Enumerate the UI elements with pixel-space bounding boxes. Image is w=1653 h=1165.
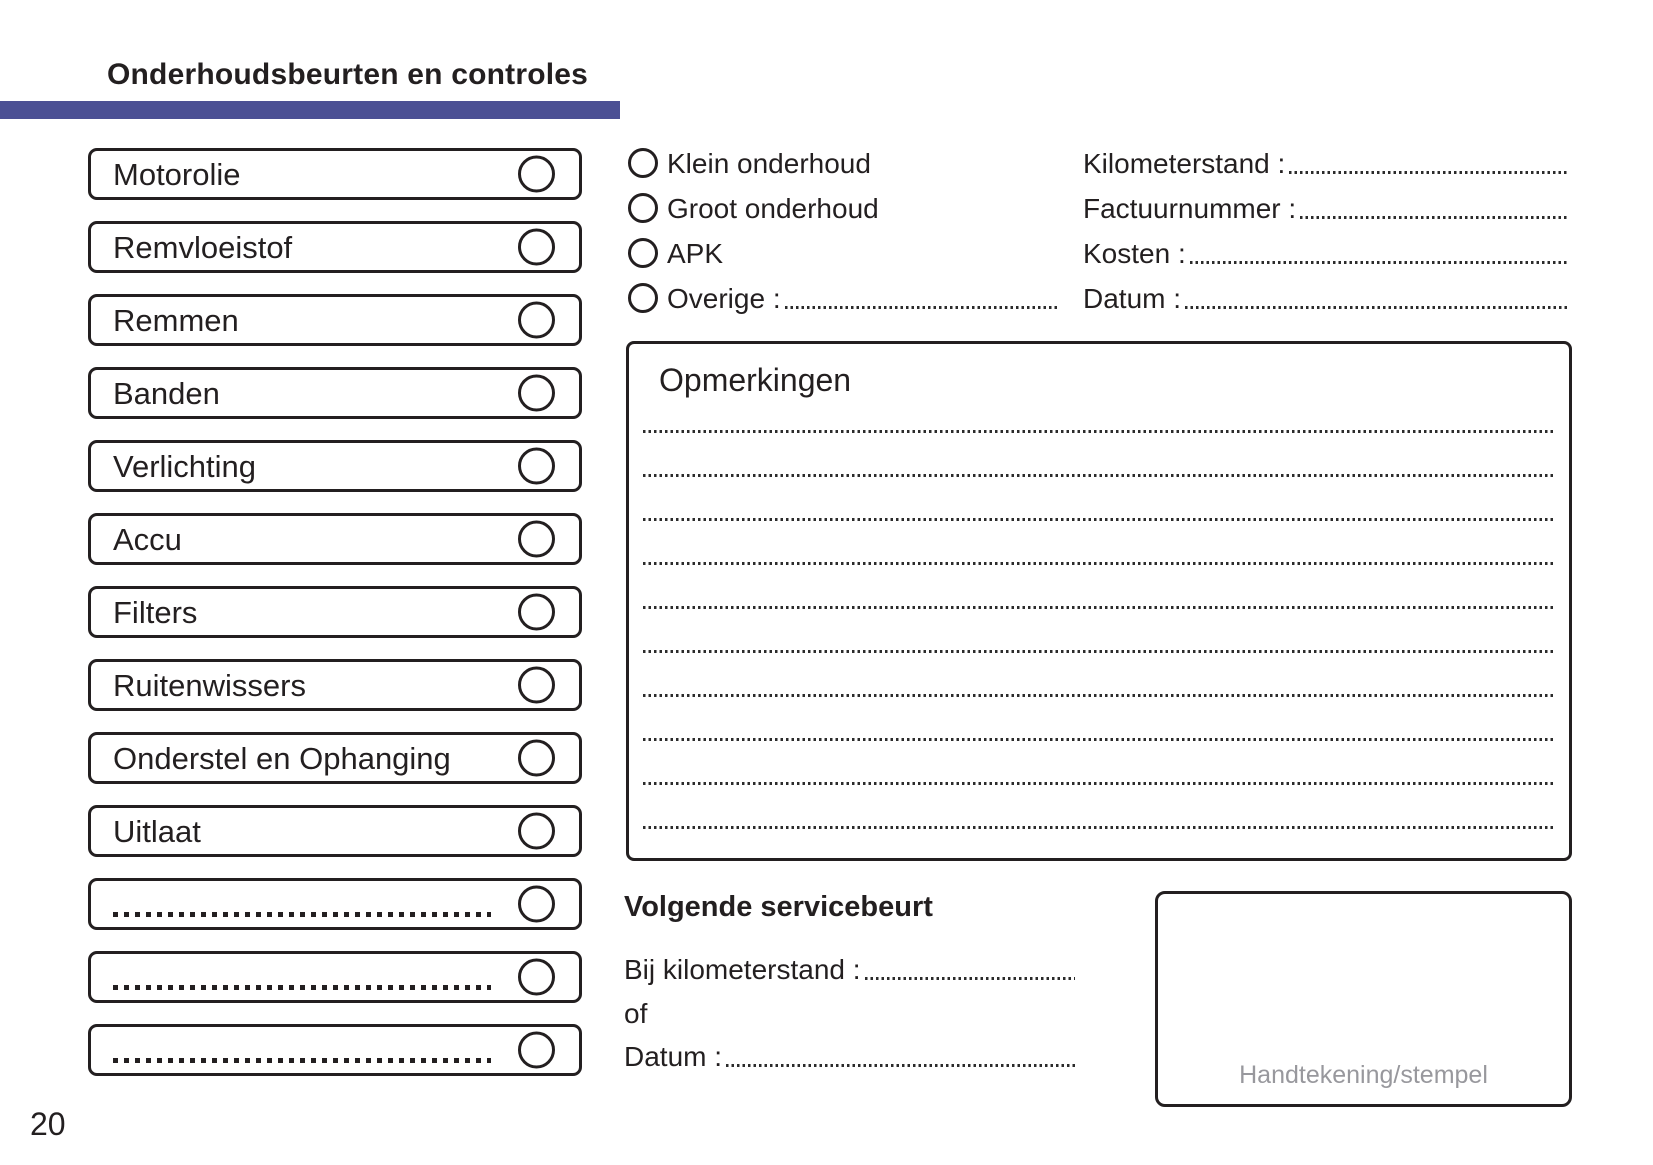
checklist-write-in-line[interactable] bbox=[113, 912, 491, 917]
check-circle[interactable] bbox=[518, 448, 555, 485]
record-field-row bbox=[1083, 230, 1568, 276]
checklist-row bbox=[88, 586, 582, 638]
remarks-title: Opmerkingen bbox=[659, 362, 852, 398]
radio-circle[interactable] bbox=[628, 193, 658, 223]
signature-stamp-box[interactable] bbox=[1155, 891, 1572, 1107]
checklist-row bbox=[88, 367, 582, 419]
record-field-row bbox=[1083, 275, 1568, 321]
record-field-label: Kosten : bbox=[1083, 237, 1186, 269]
next-service-label: of bbox=[624, 997, 648, 1029]
next-service-label: Datum : bbox=[624, 1040, 723, 1072]
checklist-item-label: Accu bbox=[113, 521, 182, 557]
next-service-write-in-line[interactable] bbox=[865, 977, 1075, 980]
page-number: 20 bbox=[30, 1106, 66, 1142]
checklist-blank-row bbox=[88, 878, 582, 930]
title-underline-bar bbox=[0, 101, 620, 119]
service-type-option bbox=[628, 230, 1058, 276]
radio-circle[interactable] bbox=[628, 238, 658, 268]
check-circle[interactable] bbox=[518, 813, 555, 850]
remarks-ruled-line[interactable] bbox=[643, 562, 1555, 565]
check-circle[interactable] bbox=[518, 229, 555, 266]
checklist-item-label: Remmen bbox=[113, 302, 239, 338]
checklist-item-label: Ruitenwissers bbox=[113, 667, 306, 703]
checklist-item-label: Filters bbox=[113, 594, 198, 630]
record-field-label: Datum : bbox=[1083, 282, 1182, 314]
check-circle[interactable] bbox=[518, 375, 555, 412]
service-type-label: Overige : bbox=[667, 282, 781, 314]
next-service-label: Bij kilometerstand : bbox=[624, 953, 861, 985]
service-type-label: Groot onderhoud bbox=[667, 192, 879, 224]
check-circle[interactable] bbox=[518, 667, 555, 704]
checklist-item-label: Remvloeistof bbox=[113, 229, 293, 265]
check-circle[interactable] bbox=[518, 886, 555, 923]
record-field-label: Kilometerstand : bbox=[1083, 147, 1286, 179]
maintenance-checklist bbox=[88, 148, 582, 1076]
remarks-box bbox=[626, 341, 1572, 861]
record-field-label: Factuurnummer : bbox=[1083, 192, 1297, 224]
service-type-label: APK bbox=[667, 237, 724, 269]
service-type-label: Klein onderhoud bbox=[667, 147, 871, 179]
checklist-item-label: Onderstel en Ophanging bbox=[113, 740, 451, 776]
remarks-ruled-line[interactable] bbox=[643, 738, 1555, 741]
checklist-row bbox=[88, 148, 582, 200]
check-circle[interactable] bbox=[518, 1032, 555, 1069]
checklist-row bbox=[88, 294, 582, 346]
check-circle[interactable] bbox=[518, 594, 555, 631]
radio-circle[interactable] bbox=[628, 283, 658, 313]
remarks-ruled-line[interactable] bbox=[643, 518, 1555, 521]
next-service-row bbox=[624, 992, 1075, 1030]
service-type-option bbox=[628, 140, 1058, 186]
check-circle[interactable] bbox=[518, 156, 555, 193]
remarks-ruled-line[interactable] bbox=[643, 474, 1555, 477]
signature-stamp-label: Handtekening/stempel bbox=[1239, 1061, 1488, 1089]
checklist-row bbox=[88, 659, 582, 711]
checklist-row bbox=[88, 221, 582, 273]
service-type-option bbox=[628, 275, 1058, 321]
remarks-ruled-line[interactable] bbox=[643, 694, 1555, 697]
check-circle[interactable] bbox=[518, 521, 555, 558]
next-service-title: Volgende servicebeurt bbox=[624, 891, 933, 923]
checklist-write-in-line[interactable] bbox=[113, 1058, 491, 1063]
remarks-ruled-line[interactable] bbox=[643, 826, 1555, 829]
radio-circle[interactable] bbox=[628, 148, 658, 178]
remarks-ruled-line[interactable] bbox=[643, 650, 1555, 653]
record-field-write-in-line[interactable] bbox=[1300, 216, 1568, 219]
check-circle[interactable] bbox=[518, 959, 555, 996]
checklist-item-label: Banden bbox=[113, 375, 220, 411]
record-field-write-in-line[interactable] bbox=[1289, 171, 1568, 174]
service-type-option bbox=[628, 185, 1058, 231]
checklist-write-in-line[interactable] bbox=[113, 985, 491, 990]
check-circle[interactable] bbox=[518, 302, 555, 339]
checklist-item-label: Uitlaat bbox=[113, 813, 201, 849]
checklist-blank-row bbox=[88, 951, 582, 1003]
next-service-row bbox=[624, 948, 1075, 986]
checklist-blank-row bbox=[88, 1024, 582, 1076]
remarks-ruled-line[interactable] bbox=[643, 782, 1555, 785]
checklist-row bbox=[88, 513, 582, 565]
record-field-row bbox=[1083, 185, 1568, 231]
checklist-row bbox=[88, 805, 582, 857]
checklist-item-label: Motorolie bbox=[113, 156, 241, 192]
next-service-write-in-line[interactable] bbox=[726, 1064, 1075, 1067]
remarks-ruled-line[interactable] bbox=[643, 606, 1555, 609]
next-service-row bbox=[624, 1035, 1075, 1073]
page-title: Onderhoudsbeurten en controles bbox=[107, 58, 589, 91]
service-type-write-in-line[interactable] bbox=[785, 306, 1058, 309]
checklist-item-label: Verlichting bbox=[113, 448, 257, 484]
record-field-row bbox=[1083, 140, 1568, 186]
record-field-write-in-line[interactable] bbox=[1190, 261, 1568, 264]
record-field-write-in-line[interactable] bbox=[1185, 306, 1568, 309]
checklist-row bbox=[88, 440, 582, 492]
check-circle[interactable] bbox=[518, 740, 555, 777]
remarks-ruled-line[interactable] bbox=[643, 430, 1555, 433]
checklist-row bbox=[88, 732, 582, 784]
